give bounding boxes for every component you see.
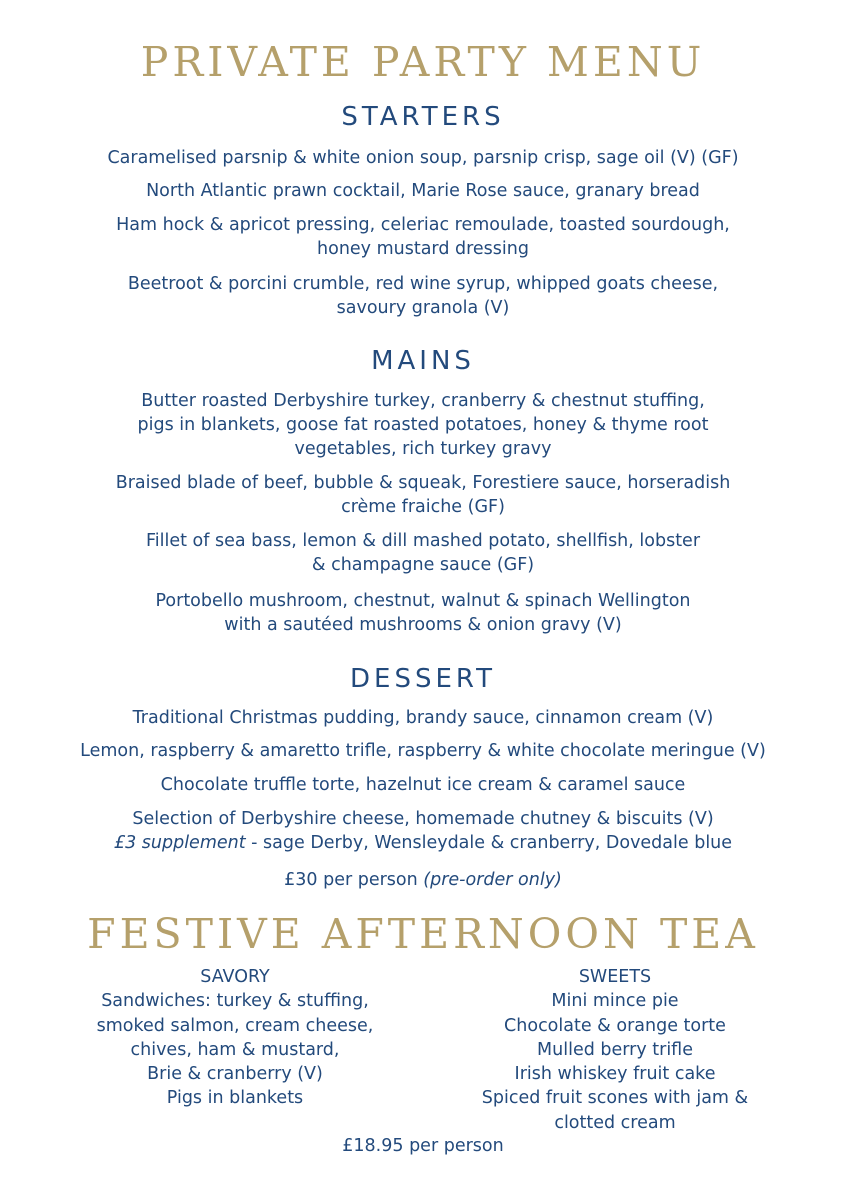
savory-column: SAVORY Sandwiches: turkey & stuffing, smoked salmon, cream cheese, chives, ham & mustard, Brie & cranberry (V) Pigs in blankets <box>60 965 410 1111</box>
dessert-item-4: Selection of Derbyshire cheese, homemade chutney & biscuits (V) £3 supplement - sage Derby, Wensleydale & cranberry, Dovedale blue <box>0 807 846 855</box>
starter-item-1: Caramelised parsnip & white onion soup, parsnip crisp, sage oil (V) (GF) <box>107 148 739 168</box>
sweets-heading: SWEETS <box>578 967 652 987</box>
main-item-4: Portobello mushroom, chestnut, walnut & spinach Wellington with a sautéed mushrooms & onion gravy (V) <box>155 591 691 635</box>
dessert-heading: DESSERT <box>350 664 496 694</box>
dessert-item-2: Lemon, raspberry & amaretto trifle, raspberry & white chocolate meringue (V) <box>80 741 766 761</box>
main-item-2: Braised blade of beef, bubble & squeak, Forestiere sauce, horseradish crème fraiche (GF) <box>115 473 731 517</box>
party-price: £30 per person (pre-order only) <box>284 870 562 890</box>
cheese-supplement: £3 supplement - sage Derby, Wensleydale & cranberry, Dovedale blue <box>113 833 733 853</box>
mains-heading: MAINS <box>371 346 475 376</box>
main-item-1: Butter roasted Derbyshire turkey, cranberry & chestnut stuffing, pigs in blankets, goose fat roasted potatoes, honey & thyme root vegetables, rich turkey gravy <box>137 391 709 459</box>
dessert-item-1: Traditional Christmas pudding, brandy sauce, cinnamon cream (V) <box>132 708 714 728</box>
sweets-column: SWEETS Mini mince pie Chocolate & orange torte Mulled berry trifle Irish whiskey fruit cake Spiced fruit scones with jam & clotted cream <box>440 965 790 1135</box>
starter-item-4: Beetroot & porcini crumble, red wine syrup, whipped goats cheese, savoury granola (V) <box>127 274 719 318</box>
main-item-3: Fillet of sea bass, lemon & dill mashed potato, shellfish, lobster & champagne sauce (GF) <box>145 531 701 575</box>
dessert-item-3: Chocolate truffle torte, hazelnut ice cream & caramel sauce <box>160 775 686 795</box>
tea-title: FESTIVE AFTERNOON TEA <box>87 910 759 958</box>
tea-price: £18.95 per person <box>342 1136 504 1156</box>
starters-heading: STARTERS <box>341 102 505 132</box>
starter-item-3: Ham hock & apricot pressing, celeriac remoulade, toasted sourdough, honey mustard dressing <box>116 215 730 259</box>
starter-item-2: North Atlantic prawn cocktail, Marie Rose sauce, granary bread <box>146 181 700 201</box>
menu-title: PRIVATE PARTY MENU <box>140 38 706 86</box>
savory-heading: SAVORY <box>200 967 270 987</box>
